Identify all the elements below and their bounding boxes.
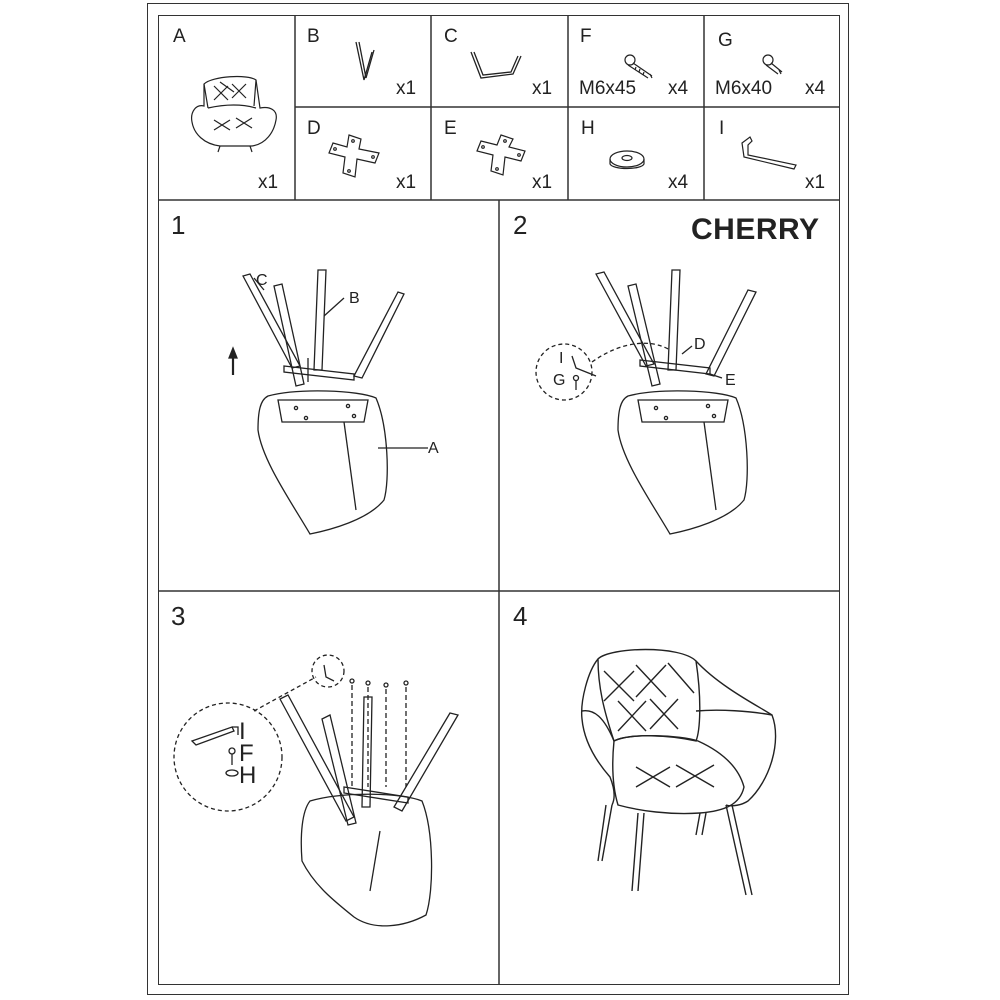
callout-label: G [553,372,566,389]
part-qty: x1 [532,78,553,99]
part-qty: x1 [805,172,826,193]
step-number: 3 [171,601,186,631]
callout-label: D [694,336,706,353]
part-letter: H [581,118,595,139]
part-letter: B [307,26,320,47]
step-number: 4 [513,601,528,631]
callout-label: A [428,440,439,457]
part-b-leg-pair-image [352,40,382,90]
part-size: M6x45 [579,78,637,99]
part-qty: x1 [532,172,553,193]
part-g-bolt-image [760,52,790,82]
step-number: 2 [513,210,528,240]
callout-label: H [239,762,257,789]
step-1-illustration [158,200,498,590]
part-qty: x1 [396,78,417,99]
step-number: 1 [171,210,186,240]
part-letter: D [307,118,321,139]
part-i-hex-key-image [740,135,800,175]
step-2-illustration [500,200,840,590]
callout-label: B [349,290,360,307]
part-qty: x4 [805,78,826,99]
part-letter: E [444,118,457,139]
part-f-bolt-image [622,52,662,82]
part-size: M6x40 [715,78,773,99]
step-3-illustration [158,591,498,981]
part-qty: x1 [396,172,417,193]
part-letter: A [173,26,186,47]
part-qty: x4 [668,78,689,99]
part-letter: C [444,26,458,47]
part-h-washer-image [605,148,655,178]
part-qty: x1 [258,172,279,193]
part-a-chair-image [190,72,290,152]
product-title: CHERRY [691,213,820,246]
callout-label: C [256,272,268,289]
part-letter: G [718,30,733,51]
part-c-leg-pair-image [467,48,527,88]
callout-label: E [725,372,736,389]
part-e-plate-image [475,133,535,183]
part-letter: F [580,26,592,47]
step-4-chair-illustration [500,591,840,981]
part-d-plate-image [327,133,387,183]
callout-label: I [239,718,246,745]
callout-label: I [559,350,564,367]
part-letter: I [719,118,725,139]
callout-label: F [239,740,254,767]
part-qty: x4 [668,172,689,193]
